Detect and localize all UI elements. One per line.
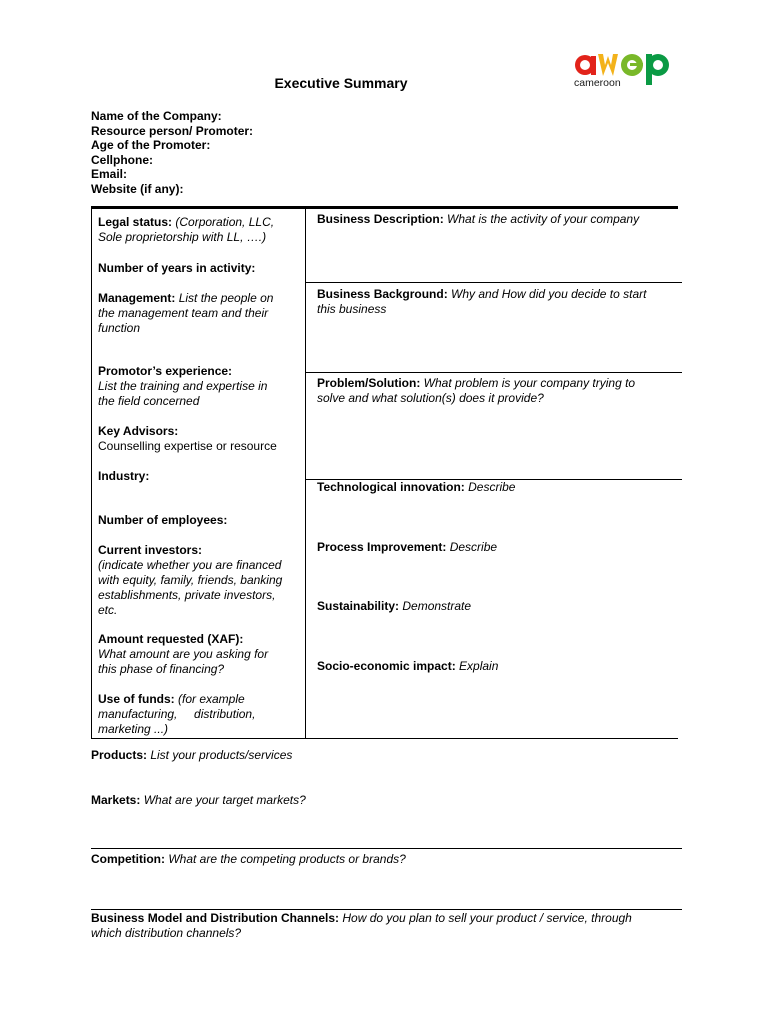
competition-top-rule — [91, 848, 682, 849]
legal-status-label: Legal status: — [98, 215, 176, 229]
business-background-field — [317, 287, 677, 317]
key-advisors-hint: Counselling expertise or resource — [98, 439, 277, 453]
key-advisors-field — [98, 424, 298, 454]
current-investors-hint-2: with equity, family, friends, banking — [98, 573, 283, 587]
products-label: Products: — [91, 748, 151, 762]
management-hint-2: the management team and their — [98, 306, 269, 320]
amount-requested-hint: What amount are you asking for — [98, 647, 269, 661]
promotor-experience-label: Promotor’s experience: — [98, 364, 233, 378]
problem-solution-hint-2: solve and what solution(s) does it provide? — [317, 391, 544, 405]
markets-field — [91, 793, 681, 808]
current-investors-hint-3: establishments, private investors, — [98, 588, 276, 602]
problem-solution-field — [317, 376, 677, 406]
business-description-field — [317, 212, 677, 227]
current-investors-field — [98, 543, 298, 618]
products-field — [91, 748, 681, 763]
socio-economic-impact-label: Socio-economic impact: — [317, 659, 460, 673]
email-label: Email: — [91, 167, 128, 182]
markets-hint: What are your target markets? — [143, 793, 306, 807]
problem-solution-label: Problem/Solution: — [317, 376, 424, 390]
sustainability-field — [317, 599, 677, 614]
key-advisors-label: Key Advisors: — [98, 424, 179, 438]
technological-innovation-label: Technological innovation: — [317, 480, 469, 494]
promoter-age-label: Age of the Promoter: — [91, 138, 211, 153]
table-top-rule — [91, 206, 678, 209]
business-background-hint: Why and How did you decide to start — [451, 287, 647, 301]
business-description-label: Business Description: — [317, 212, 448, 226]
use-of-funds-field — [98, 692, 298, 737]
problem-solution-hint: What problem is your company trying to — [423, 376, 636, 390]
business-background-hint-2: this business — [317, 302, 387, 316]
awep-cameroon-logo — [572, 27, 680, 109]
socio-economic-impact-hint: Explain — [459, 659, 499, 673]
promotor-experience-hint: List the training and expertise in — [98, 379, 268, 393]
legal-status-field — [98, 215, 298, 245]
use-of-funds-hint-2: manufacturing, distribution, — [98, 707, 256, 721]
company-name-label: Name of the Company: — [91, 109, 222, 123]
use-of-funds-label: Use of funds: — [98, 692, 178, 706]
business-model-label: Business Model and Distribution Channels: — [91, 911, 343, 925]
competition-label: Competition: — [91, 852, 169, 866]
technological-innovation-field — [317, 480, 677, 495]
business-model-field — [91, 911, 681, 941]
right-divider-1 — [306, 282, 682, 283]
page-title: Executive Summary — [274, 75, 408, 91]
amount-requested-field — [98, 632, 298, 677]
years-in-activity-label: Number of years in activity: — [98, 261, 256, 275]
business-background-label: Business Background: — [317, 287, 452, 301]
logo-subtext: cameroon — [574, 77, 621, 89]
legal-status-hint-2: Sole proprietorship with LL, ….) — [98, 230, 267, 244]
promotor-experience-field — [98, 364, 298, 409]
process-improvement-field — [317, 540, 677, 555]
business-description-hint: What is the activity of your company — [447, 212, 640, 226]
right-divider-2 — [306, 372, 682, 373]
products-hint: List your products/services — [150, 748, 293, 762]
logo-graphic — [572, 27, 680, 109]
table-bottom-rule — [91, 738, 678, 739]
process-improvement-label: Process Improvement: — [317, 540, 450, 554]
promoter-label: Resource person/ Promoter: — [91, 123, 254, 138]
cellphone-label: Cellphone: — [91, 152, 153, 167]
sustainability-hint: Demonstrate — [402, 599, 472, 613]
business-model-top-rule — [91, 909, 682, 910]
business-model-hint-2: which distribution channels? — [91, 926, 242, 940]
current-investors-hint-4: etc. — [98, 603, 118, 617]
amount-requested-label: Amount requested (XAF): — [98, 632, 244, 646]
use-of-funds-hint-3: marketing ...) — [98, 722, 169, 736]
legal-status-hint: (Corporation, LLC, — [175, 215, 275, 229]
competition-hint: What are the competing products or brands? — [168, 852, 406, 866]
use-of-funds-hint: (for example — [178, 692, 245, 706]
amount-requested-hint-2: this phase of financing? — [98, 662, 225, 676]
left-box-right-border — [305, 209, 306, 739]
management-hint-3: function — [98, 321, 141, 335]
current-investors-label: Current investors: — [98, 543, 203, 557]
employees-label: Number of employees: — [98, 513, 228, 527]
competition-field — [91, 852, 681, 867]
left-box-left-border — [91, 209, 92, 739]
industry-label: Industry: — [98, 469, 150, 483]
business-model-hint: How do you plan to sell your product / service, through — [342, 911, 632, 925]
socio-economic-impact-field — [317, 659, 677, 674]
website-label: Website (if any): — [91, 182, 184, 196]
sustainability-label: Sustainability: — [317, 599, 403, 613]
technological-innovation-hint: Describe — [468, 480, 516, 494]
management-field — [98, 291, 298, 336]
management-hint: List the people on — [178, 291, 274, 305]
promotor-experience-hint-2: the field concerned — [98, 394, 200, 408]
current-investors-hint: (indicate whether you are financed — [98, 558, 282, 572]
management-label: Management: — [98, 291, 179, 305]
markets-label: Markets: — [91, 793, 144, 807]
process-improvement-hint: Describe — [449, 540, 498, 554]
logo-letter-w — [598, 54, 618, 76]
